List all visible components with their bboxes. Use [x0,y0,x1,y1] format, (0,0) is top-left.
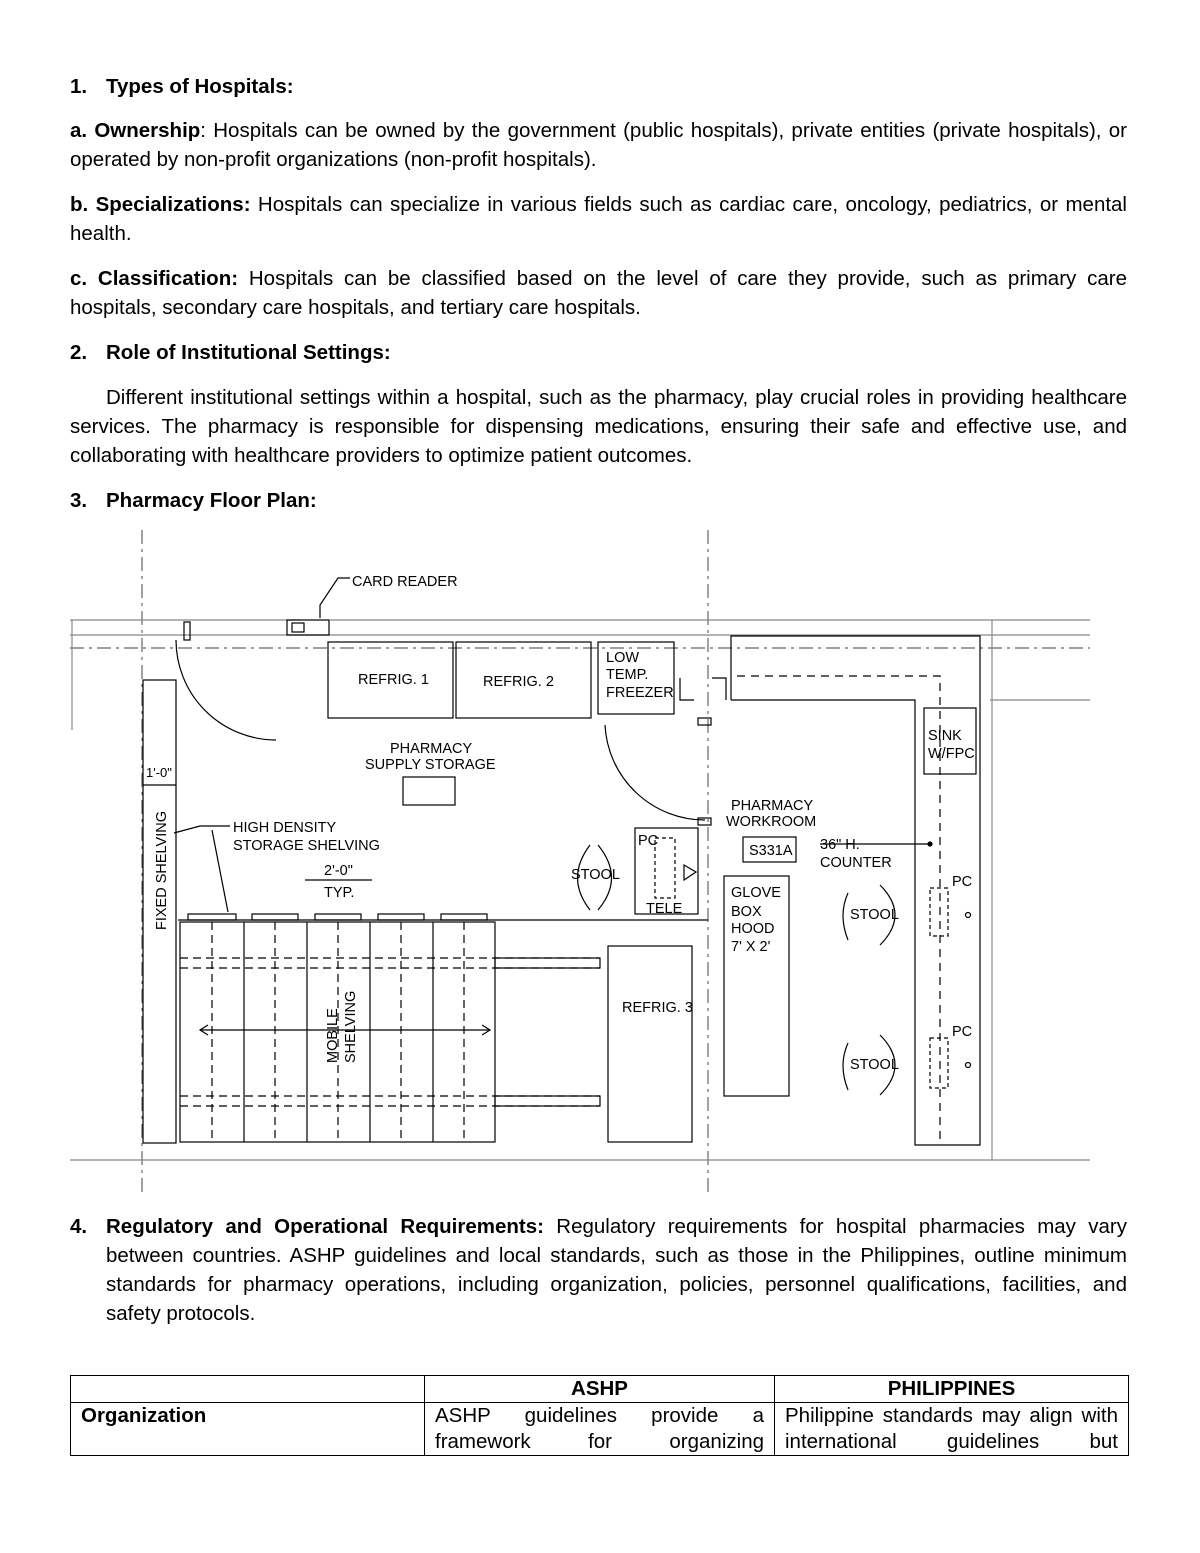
classification-text: Hospitals can be classified based on the level of care they provide, such as primary care hospitals, secondary care hospitals, and tertiary care hospitals. [70,267,1127,319]
hd-leader-2 [212,830,228,912]
section-3-number: 3. [70,489,88,512]
label-stool-right-2: STOOL [850,1057,899,1073]
tele-arrow [684,865,696,880]
section-1-heading [70,72,294,101]
section-1-title: Types of Hospitals: [106,75,294,98]
institutional-settings-paragraph: Different institutional settings within a hospital, such as the pharmacy, play crucial roles in providing healthcare services. The pharmacy is responsible for dispensing medications, ensuring their safe and effective use, and collaborating with healthcare providers to optimize patient outcomes. [70,386,1127,467]
ownership-text: : Hospitals can be owned by the government (public hospitals), private entities (private hospitals), or operated by non-profit organizations (non-profit hospitals). [70,119,1127,171]
comparison-table [70,1375,1129,1456]
section-2-title: Role of Institutional Settings: [106,341,391,364]
label-glove-1: GLOVE [731,885,781,901]
wall-stub [680,678,694,700]
label-card-reader: CARD READER [352,574,458,590]
outer-walls [70,620,1090,1160]
counter-leader-dot [928,842,932,846]
wall-stub-2 [712,678,726,700]
label-mobile-2: SHELVING [343,990,359,1063]
header-empty [71,1376,425,1403]
regulatory-title: Regulatory and Operational Requirements: [106,1215,544,1238]
regulatory-paragraph [106,1212,1127,1328]
label-hd-2: STORAGE SHELVING [233,838,380,854]
label-stool-right-1: STOOL [850,907,899,923]
label-typ-2: TYP. [324,885,355,901]
label-counter-1: 36" H. [820,837,860,853]
label-sink-2: W/FPC [928,746,975,762]
cell-ph-organization: Philippine standards may align with international guidelines but [775,1403,1129,1456]
label-supply-1: PHARMACY [390,741,473,757]
pc-right-1-dot [966,913,971,918]
label-typ-1: 2'-0" [324,863,353,879]
stool-right-2-curve-b [843,1043,848,1090]
label-refrig-2: REFRIG. 2 [483,674,554,690]
label-freezer-2: TEMP. [606,667,649,683]
section-3-heading [70,486,317,515]
label-workroom-1: PHARMACY [731,798,814,814]
table-row [71,1403,1129,1456]
label-pc-right-2: PC [952,1024,973,1040]
section-4-number: 4. [70,1215,88,1238]
pc-right-1-chair [930,888,948,936]
label-room-number: S331A [749,843,793,859]
mobile-shelving-tracks [180,922,600,1142]
specializations-paragraph [70,190,1127,248]
classification-paragraph [70,264,1127,322]
card-reader-slot [292,623,304,632]
ownership-paragraph [70,116,1127,174]
label-clearance: 1'-0" [146,765,172,780]
label-pc-right-1: PC [952,874,973,890]
card-reader-leader [320,578,350,618]
label-supply-2: SUPPLY STORAGE [365,757,496,773]
pc-right-2-chair [930,1038,948,1088]
track-end-lower [495,1096,600,1106]
label-fixed-shelving: FIXED SHELVING [154,811,170,930]
label-refrig-1: REFRIG. 1 [358,672,429,688]
stool-right-1-curve-b [843,893,848,940]
label-pc-tele: PC [638,833,659,849]
label-mobile-1: MOBILE [325,1008,341,1063]
pc-right-2-dot [966,1063,971,1068]
cell-ashp-organization: ASHP guidelines provide a framework for organizing [425,1403,775,1456]
label-workroom-2: WORKROOM [726,814,817,830]
classification-label: c. Classification: [70,267,239,290]
label-glove-4: 7' X 2' [731,939,771,955]
track-end-upper [495,958,600,968]
card-reader-device [287,620,329,635]
header-ashp: ASHP [425,1376,775,1403]
header-philippines: PHILIPPINES [775,1376,1129,1403]
door-jamb-middle-lower [698,818,711,825]
label-glove-3: HOOD [731,921,775,937]
door-jamb-middle [698,718,711,725]
section-2-heading [70,338,391,367]
door-swing-middle [605,725,705,820]
specializations-label: b. Specializations: [70,193,251,216]
label-hd-1: HIGH DENSITY [233,820,337,836]
section-1-number: 1. [70,75,88,98]
table-header-row [71,1376,1129,1403]
refrigerator-3 [608,946,692,1142]
label-counter-2: COUNTER [820,855,892,871]
hd-shelf-tops [188,914,487,920]
supply-table [403,777,455,805]
row-label-organization: Organization [71,1403,425,1456]
label-freezer-3: FREEZER [606,685,674,701]
section-4-heading-number [70,1212,87,1241]
label-stool-left: STOOL [571,867,620,883]
door-swing [176,640,276,740]
section-3-title: Pharmacy Floor Plan: [106,489,317,512]
regulatory-text: Regulatory requirements for hospital pharmacies may vary between countries. ASHP guidelines and local standards, such as those in the Philippines, outline minimum standards for pharmacy operations, including organization, policies, personnel qualifications, facilities, and safety protocols. [106,1215,1127,1325]
label-sink-1: SINK [928,728,962,744]
specializations-text: Hospitals can specialize in various fields such as cardiac care, oncology, pediatrics, or mental health. [70,193,1127,245]
section-2-number: 2. [70,341,88,364]
label-refrig-3: REFRIG. 3 [622,1000,693,1016]
label-glove-2: BOX [731,904,762,920]
door-jamb [184,622,190,640]
hd-leader-1 [174,826,230,833]
pharmacy-floor-plan [60,525,1100,1200]
ownership-label: a. Ownership [70,119,201,142]
label-tele: TELE [646,901,683,917]
counter-overhead-line [737,676,940,1140]
label-freezer-1: LOW [606,650,640,666]
